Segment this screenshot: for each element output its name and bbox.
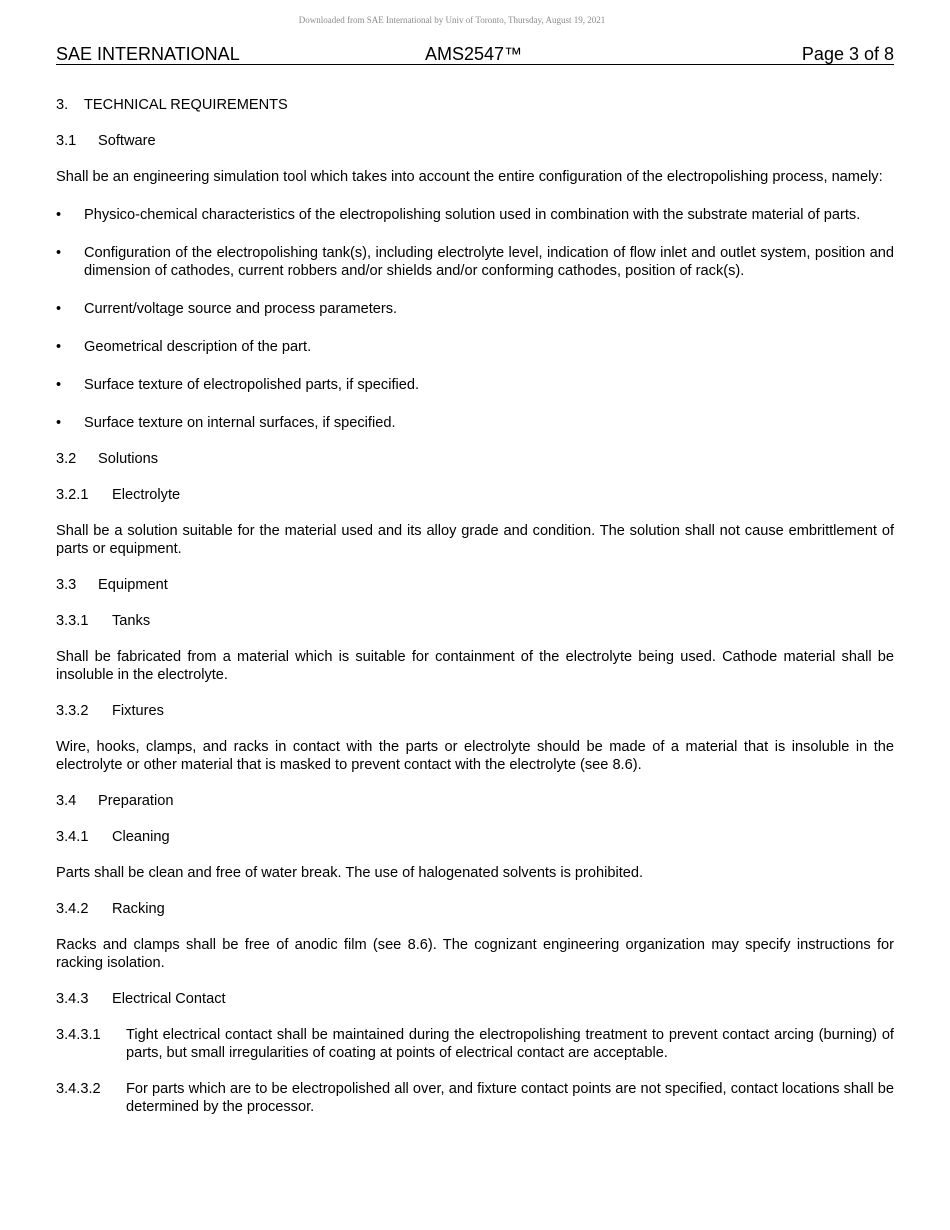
numbered-item (56, 1080, 894, 1116)
bullet-text: Physico-chemical characteristics of the electropolishing solution used in combination with the substrate material of parts. (84, 207, 861, 223)
section-title: Fixtures (112, 703, 164, 719)
section-title: TECHNICAL REQUIREMENTS (84, 97, 288, 113)
subsubsection-heading (56, 990, 894, 1008)
section-number: 3. (56, 97, 69, 113)
section-title: Racking (112, 901, 165, 917)
item-text: For parts which are to be electropolished all over, and fixture contact points are not specified, contact locations shall be determined by the processor. (126, 1081, 894, 1115)
bullet-item (56, 206, 894, 224)
section-number: 3.3.2 (56, 703, 89, 719)
bullet-text: Surface texture on internal surfaces, if specified. (84, 415, 396, 431)
header-page-number: Page 3 of 8 (801, 44, 894, 64)
subsubsection-heading (56, 612, 894, 630)
item-number: 3.4.3.2 (56, 1081, 101, 1097)
bullet-item (56, 300, 894, 318)
section-title: Electrolyte (112, 487, 181, 503)
header-document-number: AMS2547™ (425, 44, 523, 64)
section-number: 3.4 (56, 793, 77, 809)
item-number: 3.4.3.1 (56, 1027, 101, 1043)
subsubsection-heading (56, 702, 894, 720)
subsection-heading (56, 132, 894, 150)
section-number: 3.4.2 (56, 901, 89, 917)
bullet-marker: • (56, 415, 62, 431)
section-title: Equipment (98, 577, 168, 593)
section-title: Electrical Contact (112, 991, 226, 1007)
header-organization: SAE INTERNATIONAL (56, 44, 240, 64)
bullet-text: Geometrical description of the part. (84, 339, 312, 355)
section-number: 3.1 (56, 133, 77, 149)
bullet-text: Surface texture of electropolished parts, if specified. (84, 377, 420, 393)
section-title: Preparation (98, 793, 174, 809)
subsubsection-heading (56, 828, 894, 846)
section-number: 3.4.1 (56, 829, 89, 845)
numbered-item (56, 1026, 894, 1062)
bullet-marker: • (56, 245, 62, 261)
bullet-item (56, 338, 894, 356)
paragraph: Wire, hooks, clamps, and racks in contact with the parts or electrolyte should be made of a material that is insoluble in the electrolyte or other material that is masked to prevent contact with the electrolyte (see 8.6). (56, 739, 894, 773)
paragraph: Shall be fabricated from a material which is suitable for containment of the electrolyte being used. Cathode material shall be insoluble in the electrolyte. (56, 649, 894, 683)
section-number: 3.2 (56, 451, 77, 467)
paragraph: Parts shall be clean and free of water break. The use of halogenated solvents is prohibited. (56, 865, 644, 881)
section-number: 3.3 (56, 577, 77, 593)
bullet-marker: • (56, 207, 62, 223)
paragraph: Shall be an engineering simulation tool which takes into account the entire configuration of the electropolishing process, namely: (56, 169, 883, 185)
subsubsection-heading (56, 900, 894, 918)
bullet-item (56, 414, 894, 432)
bullet-text: Configuration of the electropolishing tank(s), including electrolyte level, indication of flow inlet and outlet system, position and dimension of cathodes, current robbers and/or shields and/or conforming cathodes, position of rack(s). (84, 245, 894, 279)
paragraph: Racks and clamps shall be free of anodic film (see 8.6). The cognizant engineering organization may specify instructions for racking isolation. (56, 937, 894, 971)
bullet-item (56, 244, 894, 280)
paragraph: Shall be a solution suitable for the material used and its alloy grade and condition. The solution shall not cause embrittlement of parts or equipment. (56, 523, 894, 557)
section-title: Solutions (98, 451, 159, 467)
document-body (56, 96, 894, 1116)
subsection-heading (56, 450, 894, 468)
bullet-text: Current/voltage source and process parameters. (84, 301, 398, 317)
bullet-marker: • (56, 301, 62, 317)
section-number: 3.4.3 (56, 991, 89, 1007)
section-title: Software (98, 133, 156, 149)
section-number: 3.3.1 (56, 613, 89, 629)
download-watermark: Downloaded from SAE International by Univ of Toronto, Thursday, August 19, 2021 (298, 15, 606, 25)
section-title: Tanks (112, 613, 151, 629)
page-header (56, 44, 894, 65)
subsection-heading (56, 576, 894, 594)
bullet-marker: • (56, 377, 62, 393)
item-text: Tight electrical contact shall be maintained during the electropolishing treatment to prevent contact arcing (burning) of parts, but small irregularities of coating at points of electrical contact are acceptable. (126, 1027, 894, 1061)
bullet-marker: • (56, 339, 62, 355)
subsubsection-heading (56, 486, 894, 504)
section-heading (56, 96, 894, 114)
subsection-heading (56, 792, 894, 810)
section-title: Cleaning (112, 829, 170, 845)
section-number: 3.2.1 (56, 487, 89, 503)
bullet-item (56, 376, 894, 394)
